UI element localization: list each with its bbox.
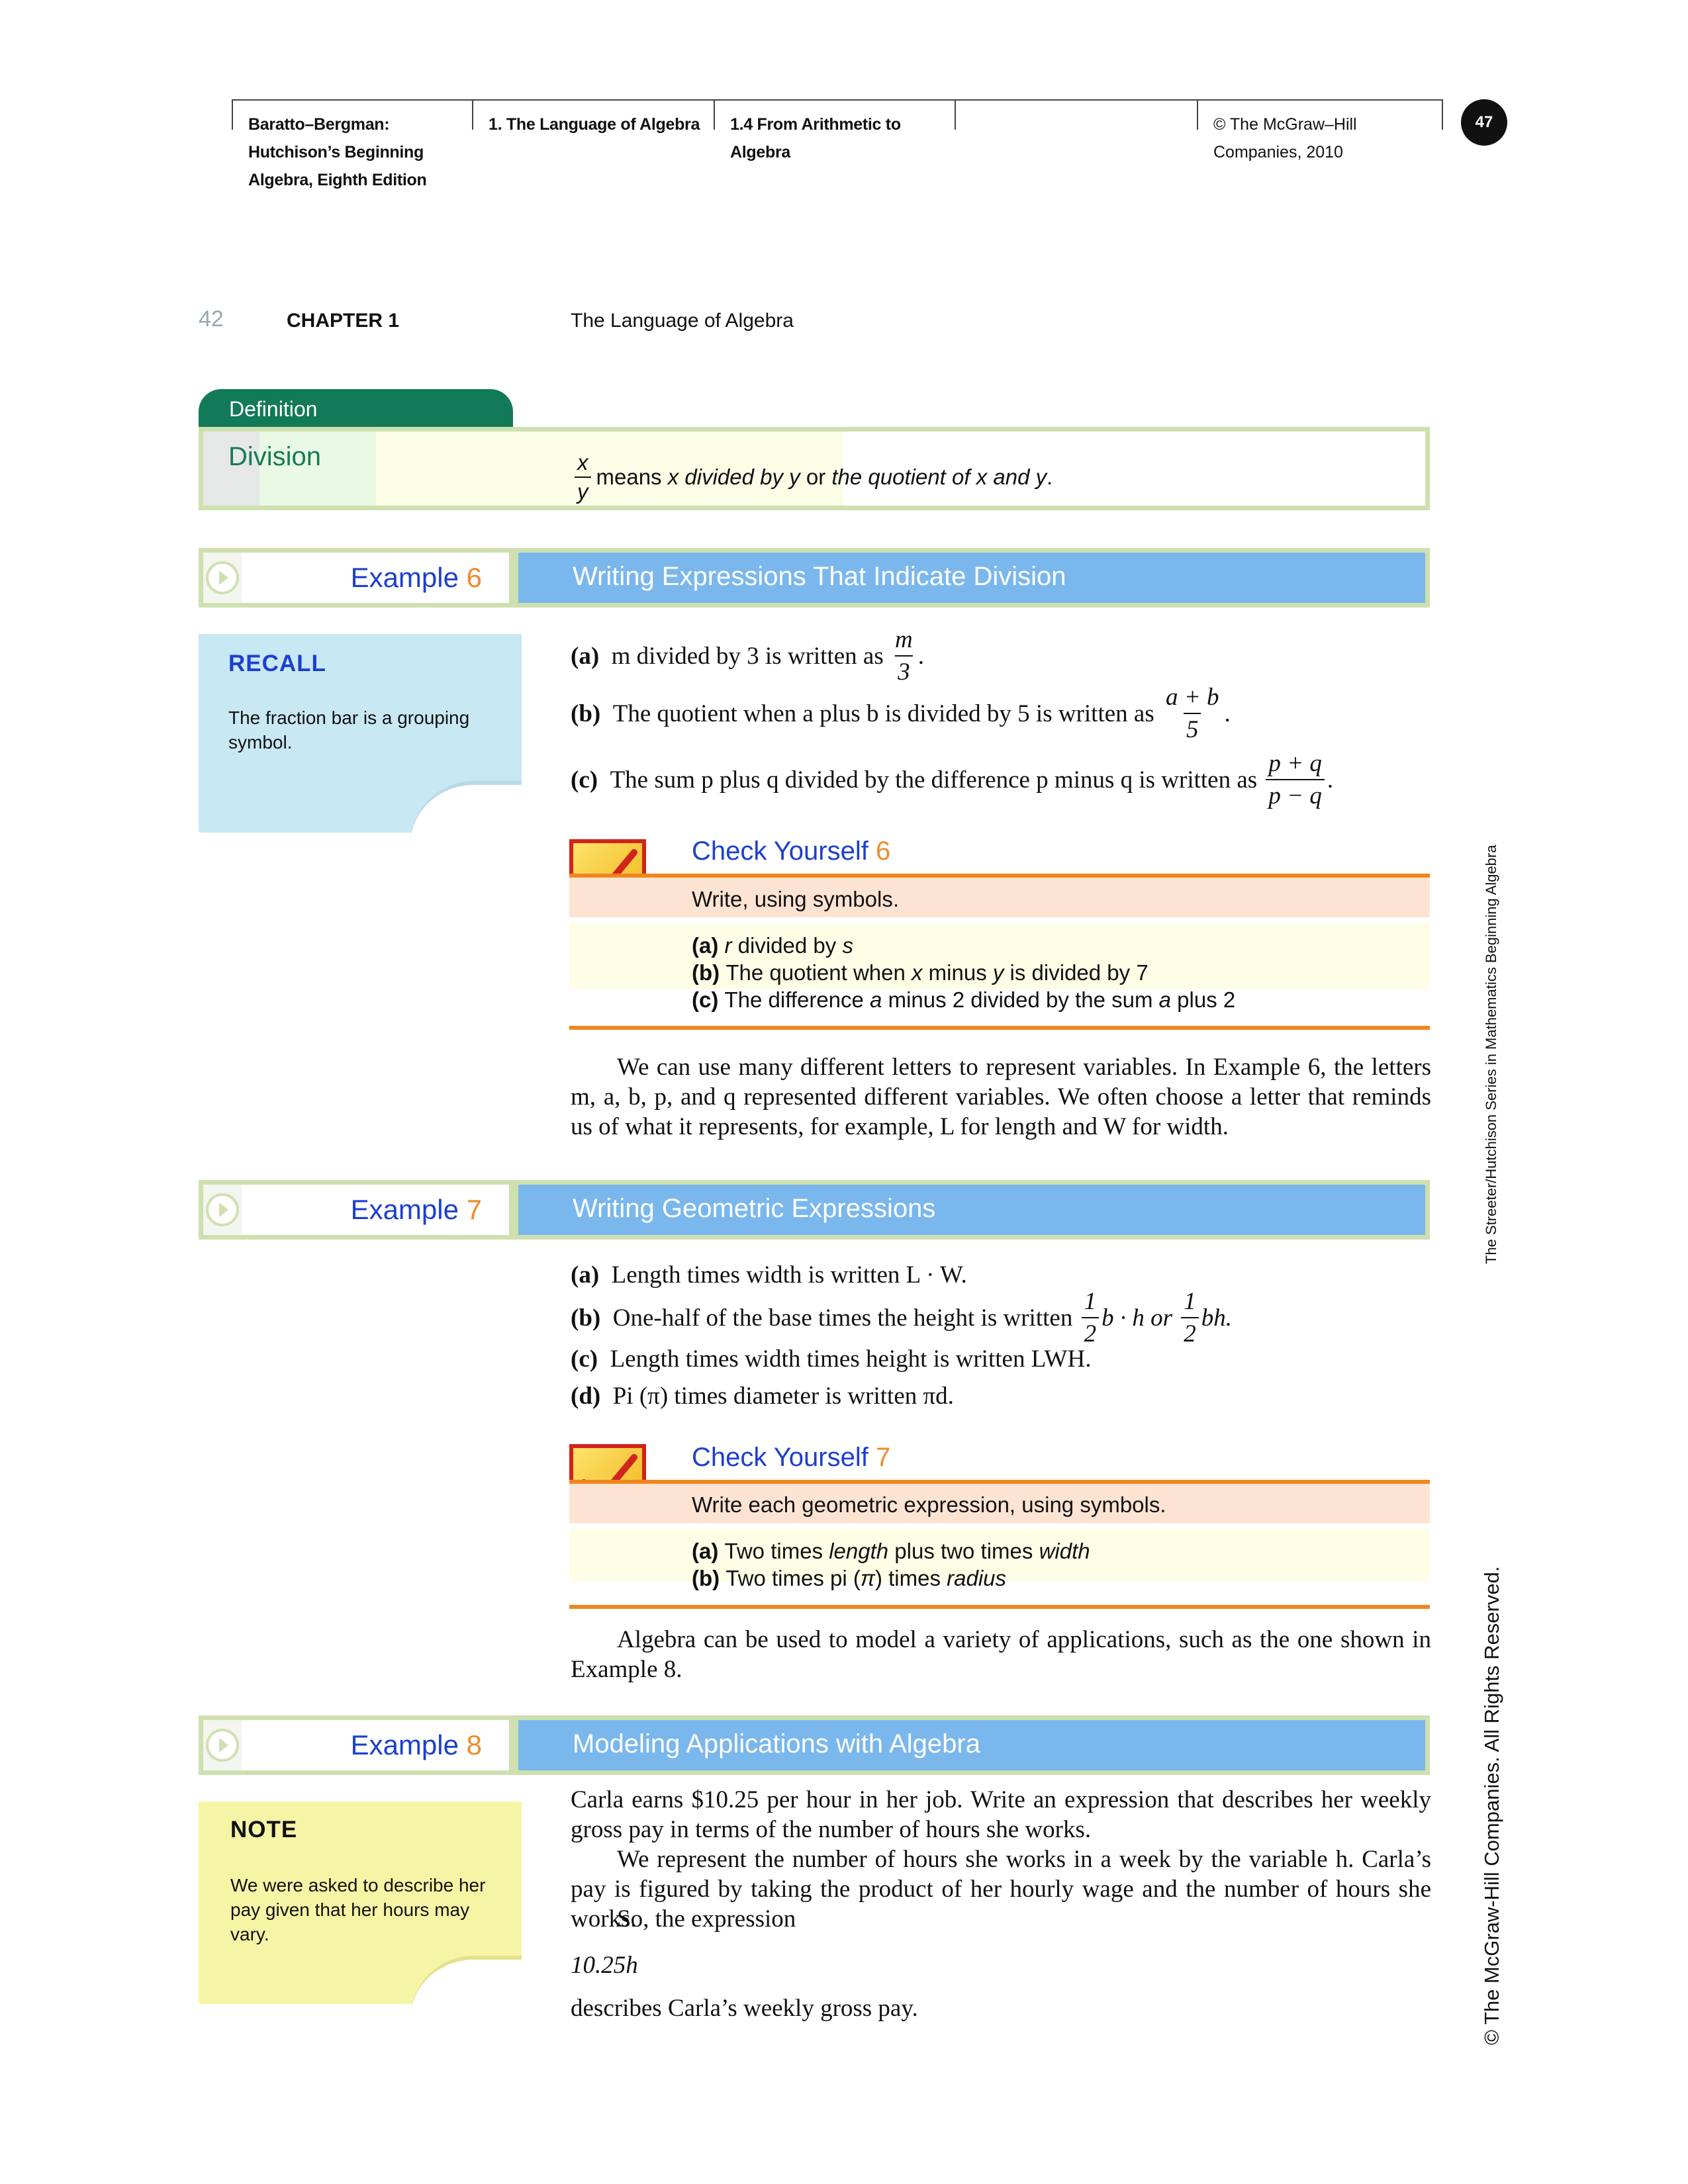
example-8-expression: 10.25h xyxy=(571,1952,638,1979)
header-divider xyxy=(714,99,715,130)
fraction: $\frac{1}{2}$ xyxy=(1181,1287,1199,1348)
fraction: $\frac{m}{3}$ xyxy=(894,626,913,686)
example-7-item-c: (c) Length times width times height is written LWH. xyxy=(571,1345,1092,1373)
header-rule xyxy=(232,99,1443,101)
example-8-title: Modeling Applications with Algebra xyxy=(573,1729,980,1758)
example-6-item-b: (b) The quotient when a plus b is divided by 5 is written as $\frac{a + b}{5}$ . xyxy=(571,684,1231,743)
check-6-item: (b) The quotient when x minus y is divided by 7 xyxy=(692,960,1149,985)
definition-tab: Definition xyxy=(199,389,513,429)
header-divider xyxy=(1442,99,1443,130)
example-7-item-b: (b) One-half of the base times the height is written $\frac{1}{2}$ b · h or $\frac{1}{2}$ bh. xyxy=(571,1288,1232,1347)
check-6-item: (a) r divided by s xyxy=(692,933,853,958)
side-series-text: The Streeter/Hutchison Series in Mathematics Beginning Algebra xyxy=(1483,844,1499,1264)
page-number-badge: 47 xyxy=(1461,99,1507,146)
example-8-expression-intro: So, the expression xyxy=(617,1905,796,1933)
header-divider xyxy=(472,99,473,130)
fraction: $\frac{a + b}{5}$ xyxy=(1165,684,1219,743)
check-7-instruction: Write each geometric expression, using symbols. xyxy=(692,1492,1166,1517)
chapter-label: CHAPTER 1 xyxy=(287,310,400,332)
example-7-label: Example 7 xyxy=(350,1194,482,1225)
definition-fraction: $\frac{x}{y}$ xyxy=(575,450,591,504)
example-7-item-a: (a) Length times width is written L · W. xyxy=(571,1261,967,1289)
example-7-title: Writing Geometric Expressions xyxy=(573,1194,936,1223)
example-6-item-a: (a) m divided by 3 is written as $\frac{m}{3}$ . xyxy=(571,626,924,686)
header-divider xyxy=(232,99,233,130)
check-7-item: (b) Two times pi (π) times radius xyxy=(692,1566,1007,1590)
check-yourself-7-title: Check Yourself 7 xyxy=(692,1443,891,1472)
header-divider xyxy=(955,99,956,130)
header-section: 1.4 From Arithmetic to Algebra xyxy=(730,115,901,161)
header-book-info: Baratto–Bergman: Hutchison’s Beginning Algebra, Eighth Edition xyxy=(248,115,427,189)
example-6-title: Writing Expressions That Indicate Division xyxy=(573,562,1066,591)
check-6-instruction: Write, using symbols. xyxy=(692,887,899,911)
definition-term: Division xyxy=(228,442,322,471)
example-8-label: Example 8 xyxy=(350,1729,482,1760)
paragraph-variables: We can use many different letters to represent variables. In Example 6, the letters m, a, b, p, and q represented different variables. We often choose a letter that reminds us of what it represents, for example, L for length and W for width. xyxy=(571,1054,1431,1140)
check-6-item: (c) The difference a minus 2 divided by the sum a plus 2 xyxy=(692,987,1236,1012)
example-8-problem: Carla earns $10.25 per hour in her job. Write an expression that describes her weekly gross pay in terms of the number of hours she works. xyxy=(571,1786,1431,1843)
example-6-label: Example 6 xyxy=(350,562,482,593)
page-number: 42 xyxy=(199,306,224,332)
header-copyright: © The McGraw–Hill Companies, 2010 xyxy=(1213,115,1357,161)
check-7-item: (a) Two times length plus two times width xyxy=(692,1539,1090,1563)
recall-text: The fraction bar is a grouping symbol. xyxy=(228,707,470,752)
side-copyright-text: © The McGraw-Hill Companies. All Rights Reserved. xyxy=(1480,1566,1503,2045)
paragraph-applications: Algebra can be used to model a variety of applications, such as the one shown in Example 8. xyxy=(571,1626,1431,1683)
definition-text: $\frac{x}{y}$ means x divided by y or the quotient of x and y . xyxy=(575,450,1053,504)
divider xyxy=(569,1026,1430,1030)
example-8-conclusion: describes Carla’s weekly gross pay. xyxy=(571,1995,918,2022)
check-7-items xyxy=(692,1537,1090,1592)
divider xyxy=(569,1605,1430,1609)
example-6-item-c: (c) The sum p plus q divided by the difference p minus q is written as $\frac{p + q}{p - q}$ . xyxy=(571,750,1334,809)
example-7-item-d: (d) Pi (π) times diameter is written πd. xyxy=(571,1383,954,1410)
check-6-items xyxy=(692,932,1235,1013)
header-divider xyxy=(1197,99,1198,130)
header-chapter: 1. The Language of Algebra xyxy=(489,115,700,134)
example-8-solution: We represent the number of hours she works in a week by the variable h. Carla’s pay is figured by taking the product of her hourly wage and the number of hours she works. xyxy=(571,1846,1431,1933)
chapter-title: The Language of Algebra xyxy=(571,310,794,332)
note-title: NOTE xyxy=(230,1817,298,1843)
fraction: $\frac{p + q}{p - q}$ xyxy=(1266,749,1324,810)
check-yourself-6-title: Check Yourself 6 xyxy=(692,837,891,866)
recall-title: RECALL xyxy=(228,651,326,676)
fraction: $\frac{1}{2}$ xyxy=(1082,1287,1100,1348)
note-text: We were asked to describe her pay given that her hours may vary. xyxy=(230,1875,486,1944)
